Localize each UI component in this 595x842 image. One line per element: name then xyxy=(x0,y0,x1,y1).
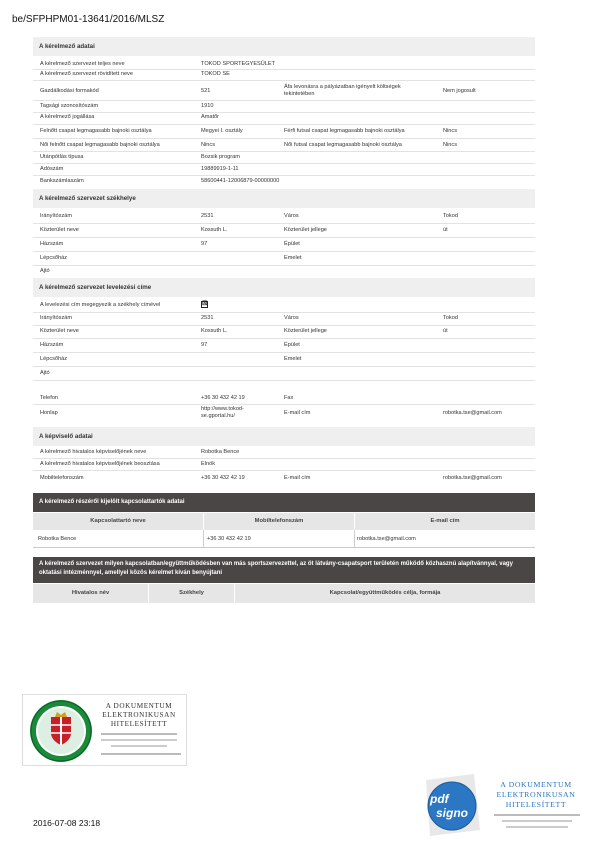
signature-timestamp: 2016-07-08 23:18 xyxy=(33,818,101,828)
value-status: Amatőr xyxy=(201,114,220,120)
coop-col-seat: Székhely xyxy=(149,584,234,603)
label-tax: Adószám xyxy=(40,166,64,172)
stamp1-line1: A DOKUMENTUM xyxy=(105,702,173,710)
value-vat: Nem jogosult xyxy=(443,88,476,94)
label-mail-door: Ajtó xyxy=(40,370,50,376)
value-rep-name: Robotka Bence xyxy=(201,449,240,455)
label-mail-zip: Irányítószám xyxy=(40,315,73,321)
stamp1-line3: HITELESÍTETT xyxy=(110,720,168,728)
website-link-line2[interactable]: se.gportal.hu/ xyxy=(201,413,235,419)
label-women-league: Női felnőtt csapat legmagasabb bajnoki osztálya xyxy=(40,142,160,148)
label-fax: Fax xyxy=(284,395,294,401)
label-rep-mobile: Mobiltelefonszám xyxy=(40,475,84,481)
value-assoc-id: 1910 xyxy=(201,103,214,109)
section-header-mailing: A kérelmező szervezet levelezési címe xyxy=(33,278,535,297)
label-vat: Áfa levonásra a pályázatban igényelt költségek tekintetében xyxy=(284,84,401,97)
label-rep-name: A kérelmező hivatalos képviselőjének neve xyxy=(40,449,147,455)
row-divider xyxy=(33,458,535,459)
row-divider xyxy=(33,380,535,381)
stamp2-detail-line xyxy=(494,814,580,816)
label-assoc-id: Tagsági szonosítószám xyxy=(40,103,99,109)
row-divider xyxy=(33,80,535,81)
stamp2-line1: A DOKUMENTUM xyxy=(500,780,572,789)
col-divider xyxy=(354,530,355,548)
value-seat-street: Kossuth L. xyxy=(201,227,228,233)
label-email: E-mail cím xyxy=(284,410,311,416)
row-divider xyxy=(33,237,535,238)
label-mail-number: Házszám xyxy=(40,342,64,348)
label-seat-door: Ajtó xyxy=(40,268,50,274)
label-seat-street-type: Közterület jellege xyxy=(284,227,327,233)
row-divider xyxy=(33,366,535,367)
section-header-cooperation: A kérelmező szervezet milyen kapcsolatban/együttműködésben van más sportszervezettel, az öt látvány-csapatsport területén működő közhasznú alapítvánnyal, vagy oktatási intézménnyel, amellyel közös kérelmet kíván benyújtani xyxy=(33,557,535,583)
col-divider xyxy=(203,530,204,548)
label-youth: Utánpótlás típusa xyxy=(40,154,84,160)
value-seat-city: Tokod xyxy=(443,213,458,219)
row-divider xyxy=(33,69,535,70)
value-phone: +36 30 432 42 19 xyxy=(201,395,245,401)
row-divider xyxy=(33,470,535,471)
value-mail-zip: 2531 xyxy=(201,315,214,321)
value-men-futsal: Nincs xyxy=(443,128,457,134)
row-divider xyxy=(33,338,535,339)
row-divider xyxy=(33,404,535,405)
value-women-futsal: Nincs xyxy=(443,142,457,148)
label-women-futsal: Női futsal csapat legmagasabb bajnoki osztálya xyxy=(284,142,402,148)
row-divider xyxy=(33,325,535,326)
document-id: be/SFPHPM01-13641/2016/MLSZ xyxy=(12,14,165,25)
value-adult-league: Megyei I. osztály xyxy=(201,128,243,134)
value-seat-number: 97 xyxy=(201,241,208,247)
label-seat-floor: Emelet xyxy=(284,255,302,261)
value-mail-city: Tokod xyxy=(443,315,458,321)
row-divider xyxy=(33,312,535,313)
row-divider xyxy=(33,151,535,152)
value-rep-email[interactable]: robotka.tse@gmail.com xyxy=(443,475,502,481)
row-divider xyxy=(33,265,535,266)
contacts-col-name: Kapcsolattartó neve xyxy=(33,513,203,530)
value-youth: Bozsik program xyxy=(201,154,240,160)
coop-col-purpose: Kapcsolat/együttműködés célja, formája xyxy=(235,584,535,603)
value-seat-zip: 2531 xyxy=(201,213,214,219)
label-econ-form: Gazdálkodási formakód xyxy=(40,88,99,94)
website-link-line1[interactable]: http://www.tokod- xyxy=(201,406,244,412)
row-divider xyxy=(33,100,535,101)
value-seat-street-type: út xyxy=(443,227,448,233)
label-status: A kérelmező jogállása xyxy=(40,114,95,120)
stamp1-detail-line xyxy=(101,753,181,755)
table-row xyxy=(33,530,535,548)
label-mail-stair: Lépcsőház xyxy=(40,356,68,362)
label-seat-street: Közterület neve xyxy=(40,227,79,233)
label-mail-city: Város xyxy=(284,315,299,321)
label-mail-street-type: Közterület jellege xyxy=(284,328,327,334)
label-full-name: A kérelmező szervezet teljes neve xyxy=(40,61,125,67)
label-men-futsal: Férfi futsal csapat legmagasabb bajnoki osztálya xyxy=(284,128,405,134)
stamp2-line2: ELEKTRONIKUSAN xyxy=(496,790,576,799)
row-divider xyxy=(33,352,535,353)
value-women-league: Nincs xyxy=(201,142,215,148)
label-mail-building: Épület xyxy=(284,342,300,348)
row-divider xyxy=(33,251,535,252)
value-rep-role: Elnök xyxy=(201,461,215,467)
value-short-name: TOKOD SE xyxy=(201,71,230,77)
stamp2-line3: HITELESÍTETT xyxy=(505,800,567,809)
contacts-col-mobile: Mobiltelefonszám xyxy=(204,513,354,530)
stamp2-detail-line xyxy=(506,826,568,828)
label-seat-number: Házszám xyxy=(40,241,64,247)
section-header-representative: A képviselő adatai xyxy=(33,427,535,446)
label-adult-league: Felnőtt csapat legmagasabb bajnoki osztálya xyxy=(40,128,152,134)
label-website: Honlap xyxy=(40,410,58,416)
row-divider xyxy=(33,175,535,176)
contact-mobile: +36 30 432 42 19 xyxy=(207,536,251,542)
pdfsigno-logo-text-2: signo xyxy=(436,806,468,820)
row-divider xyxy=(33,163,535,164)
label-mail-floor: Emelet xyxy=(284,356,302,362)
value-full-name: TOKOD SPORTEGYESÜLET xyxy=(201,61,276,67)
coop-col-name: Hivatalos név xyxy=(33,584,148,603)
row-divider xyxy=(33,223,535,224)
stamp1-detail-line xyxy=(111,745,167,747)
value-mail-street: Kossuth L. xyxy=(201,328,228,334)
row-divider xyxy=(33,138,535,139)
label-seat-stair: Lépcsőház xyxy=(40,255,68,261)
stamp1-line2: ELEKTRONIKUSAN xyxy=(102,711,176,719)
row-divider xyxy=(33,124,535,125)
mlsz-seal-icon xyxy=(29,699,93,763)
stamp1-detail-line xyxy=(101,733,177,735)
value-rep-mobile: +36 30 432 42 19 xyxy=(201,475,245,481)
contact-email[interactable]: robotka.tse@gmail.com xyxy=(357,536,416,542)
section-header-applicant: A kérelmező adatai xyxy=(33,37,535,56)
label-rep-role: A kérelmező hivatalos képviselőjének beosztása xyxy=(40,461,160,467)
pdfsigno-logo-text-1: pdf xyxy=(430,792,449,806)
contact-name: Robotka Bence xyxy=(38,536,77,542)
label-mailing-same: A levelezési cím megegyezik a székhely címével xyxy=(40,302,161,308)
value-email[interactable]: robotka.tse@gmail.com xyxy=(443,410,502,416)
label-seat-zip: Irányítószám xyxy=(40,213,73,219)
section-header-contacts: A kérelmező részéről kijelölt kapcsolattartók adatai xyxy=(33,493,535,512)
label-seat-building: Épület xyxy=(284,241,300,247)
mailing-same-checkbox: ☒ xyxy=(202,301,208,307)
pdfsigno-stamp xyxy=(422,770,588,840)
stamp1-detail-line xyxy=(101,739,177,741)
stamp2-detail-line xyxy=(502,820,572,822)
value-tax: 19889919-1-11 xyxy=(201,166,239,172)
label-phone: Telefon xyxy=(40,395,59,401)
contacts-col-email: E-mail cím xyxy=(355,513,535,530)
row-divider xyxy=(33,112,535,113)
value-mail-number: 97 xyxy=(201,342,208,348)
authentication-stamp xyxy=(22,694,187,766)
value-mail-street-type: út xyxy=(443,328,448,334)
value-bank: 58600441-12006879-00000000 xyxy=(201,178,280,184)
label-bank: Bankszámlaszám xyxy=(40,178,84,184)
label-short-name: A kérelmező szervezet rövidített neve xyxy=(40,71,133,77)
section-header-seat: A kérelmező szervezet székhelye xyxy=(33,189,535,208)
value-econ-form: 521 xyxy=(201,88,211,94)
label-mail-street: Közterület neve xyxy=(40,328,79,334)
label-rep-email: E-mail cím xyxy=(284,475,311,481)
label-seat-city: Város xyxy=(284,213,299,219)
